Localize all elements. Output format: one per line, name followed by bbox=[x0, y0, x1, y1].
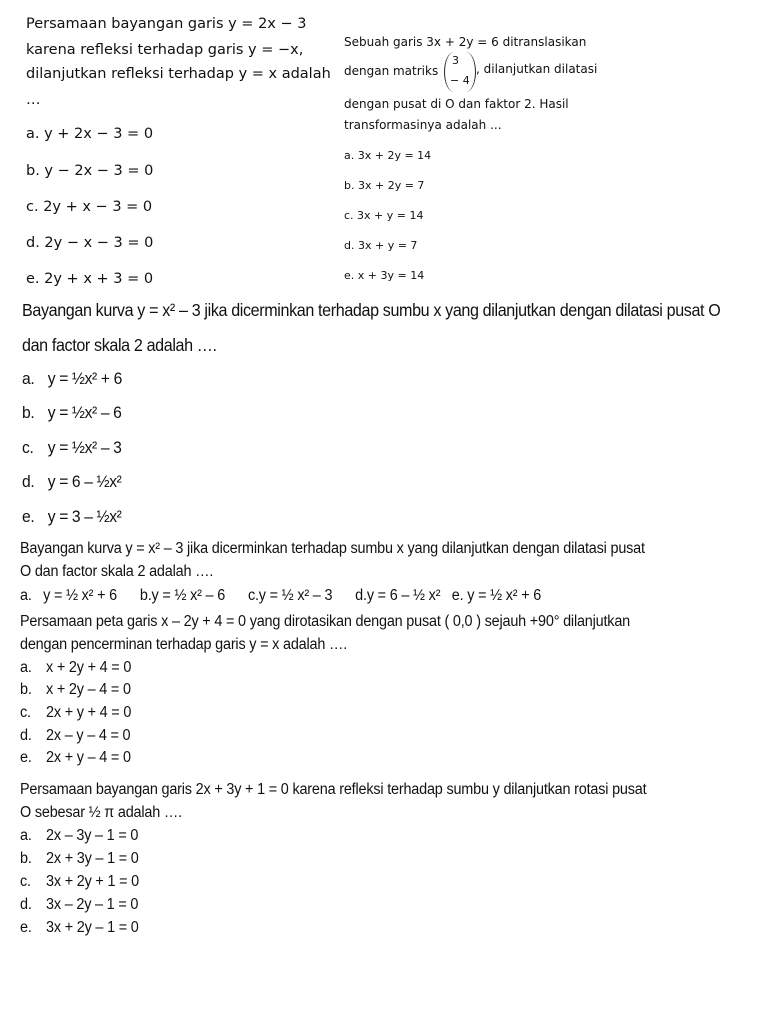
q3-option-e bbox=[22, 507, 122, 527]
option-text: 2x + 3y – 1 = 0 bbox=[46, 850, 139, 867]
option-text: 3x + 2y – 1 = 0 bbox=[46, 919, 139, 936]
option-text: y = ½x² + 6 bbox=[47, 369, 122, 388]
q1-option-e: e. 2y + x + 3 = 0 bbox=[26, 271, 154, 287]
q5-option-d bbox=[20, 727, 130, 745]
q2-option-b: b. 3x + 2y = 7 bbox=[344, 179, 425, 192]
q2-option-d: d. 3x + y = 7 bbox=[344, 239, 418, 252]
option-letter: c. bbox=[20, 704, 31, 721]
option-letter: c. bbox=[20, 873, 31, 890]
option-text: 3x – 2y – 1 = 0 bbox=[46, 896, 139, 913]
option-letter: d. bbox=[20, 727, 32, 744]
matrix-top: 3 bbox=[452, 54, 459, 67]
q4-options: a. y = ½ x² + 6 b.y = ½ x² – 6 c.y = ½ x² – 3 d.y = 6 – ½ x² e. y = ½ x² + 6 bbox=[20, 587, 542, 604]
option-letter: d. bbox=[20, 896, 32, 913]
q2-line-4: transformasinya adalah ... bbox=[344, 118, 502, 132]
option-text: y = 3 – ½x² bbox=[47, 507, 122, 526]
q3-line-1: Bayangan kurva y = x² – 3 jika dicerminkan terhadap sumbu x yang dilanjutkan dengan dilatasi pusat O bbox=[22, 300, 721, 320]
q1-line-1: Persamaan bayangan garis y = 2x − 3 bbox=[26, 16, 307, 32]
option-text: 2x – y – 4 = 0 bbox=[46, 727, 131, 744]
q1-option-c: c. 2y + x − 3 = 0 bbox=[26, 199, 153, 215]
option-text: x + 2y + 4 = 0 bbox=[46, 659, 132, 676]
q1-line-3: dilanjutkan refleksi terhadap y = x adalah bbox=[26, 66, 331, 82]
option-letter: d. bbox=[22, 472, 35, 491]
q1-option-a: a. y + 2x − 3 = 0 bbox=[26, 126, 154, 142]
q3-option-c bbox=[22, 438, 122, 458]
q4-line-2: O dan factor skala 2 adalah …. bbox=[20, 563, 214, 580]
q3-option-d bbox=[22, 472, 122, 492]
q2-line-1: Sebuah garis 3x + 2y = 6 ditranslasikan bbox=[344, 35, 587, 49]
q1-option-b: b. y − 2x − 3 = 0 bbox=[26, 163, 154, 179]
option-letter: a. bbox=[22, 369, 35, 388]
q5-option-a bbox=[20, 659, 131, 677]
option-letter: a. bbox=[20, 659, 32, 676]
q5-option-b bbox=[20, 681, 131, 699]
option-text: y = ½x² – 3 bbox=[47, 438, 122, 457]
q6-option-b bbox=[20, 850, 139, 868]
q6-option-d bbox=[20, 896, 138, 914]
option-letter: e. bbox=[22, 507, 35, 526]
q3-line-2: dan factor skala 2 adalah …. bbox=[22, 335, 217, 355]
q1-line-4: … bbox=[26, 92, 41, 108]
option-letter: b. bbox=[20, 850, 32, 867]
option-text: 2x + y + 4 = 0 bbox=[46, 704, 132, 721]
q4-line-1: Bayangan kurva y = x² – 3 jika dicerminkan terhadap sumbu x yang dilanjutkan dengan dilatasi pusat bbox=[20, 540, 645, 557]
option-text: y = 6 – ½x² bbox=[47, 472, 122, 491]
option-letter: a. bbox=[20, 827, 32, 844]
q6-option-c bbox=[20, 873, 139, 891]
option-letter: e. bbox=[20, 749, 32, 766]
q3-option-b bbox=[22, 403, 122, 423]
option-text: 2x – 3y – 1 = 0 bbox=[46, 827, 139, 844]
q6-line-2: O sebesar ½ π adalah …. bbox=[20, 804, 182, 821]
translation-matrix bbox=[444, 52, 476, 92]
q3-option-a bbox=[22, 369, 122, 389]
q5-line-2: dengan pencerminan terhadap garis y = x adalah …. bbox=[20, 636, 348, 653]
q5-option-e bbox=[20, 749, 131, 767]
q2-option-c: c. 3x + y = 14 bbox=[344, 209, 424, 222]
q6-option-a bbox=[20, 827, 138, 845]
q2-line-2-pre: dengan matriks bbox=[344, 64, 439, 78]
q5-line-1: Persamaan peta garis x – 2y + 4 = 0 yang dirotasikan dengan pusat ( 0,0 ) sejauh +90° dilanjutkan bbox=[20, 613, 630, 630]
q1-line-2: karena refleksi terhadap garis y = −x, bbox=[26, 42, 304, 58]
option-text: 2x + y – 4 = 0 bbox=[46, 749, 131, 766]
option-text: y = ½x² – 6 bbox=[47, 403, 122, 422]
q1-option-d: d. 2y − x − 3 = 0 bbox=[26, 235, 154, 251]
q5-option-c bbox=[20, 704, 131, 722]
option-letter: e. bbox=[20, 919, 32, 936]
q6-line-1: Persamaan bayangan garis 2x + 3y + 1 = 0 karena refleksi terhadap sumbu y dilanjutkan rotasi pusat bbox=[20, 781, 647, 798]
option-text: x + 2y – 4 = 0 bbox=[46, 681, 131, 698]
q2-line-2-post: , dilanjutkan dilatasi bbox=[476, 62, 598, 76]
q2-option-a: a. 3x + 2y = 14 bbox=[344, 149, 432, 162]
q2-option-e: e. x + 3y = 14 bbox=[344, 269, 425, 282]
matrix-bottom: − 4 bbox=[450, 74, 470, 87]
q2-line-3: dengan pusat di O dan faktor 2. Hasil bbox=[344, 97, 569, 111]
option-letter: b. bbox=[22, 403, 35, 422]
q6-option-e bbox=[20, 919, 139, 937]
option-text: 3x + 2y + 1 = 0 bbox=[46, 873, 140, 890]
option-letter: b. bbox=[20, 681, 32, 698]
option-letter: c. bbox=[22, 438, 34, 457]
